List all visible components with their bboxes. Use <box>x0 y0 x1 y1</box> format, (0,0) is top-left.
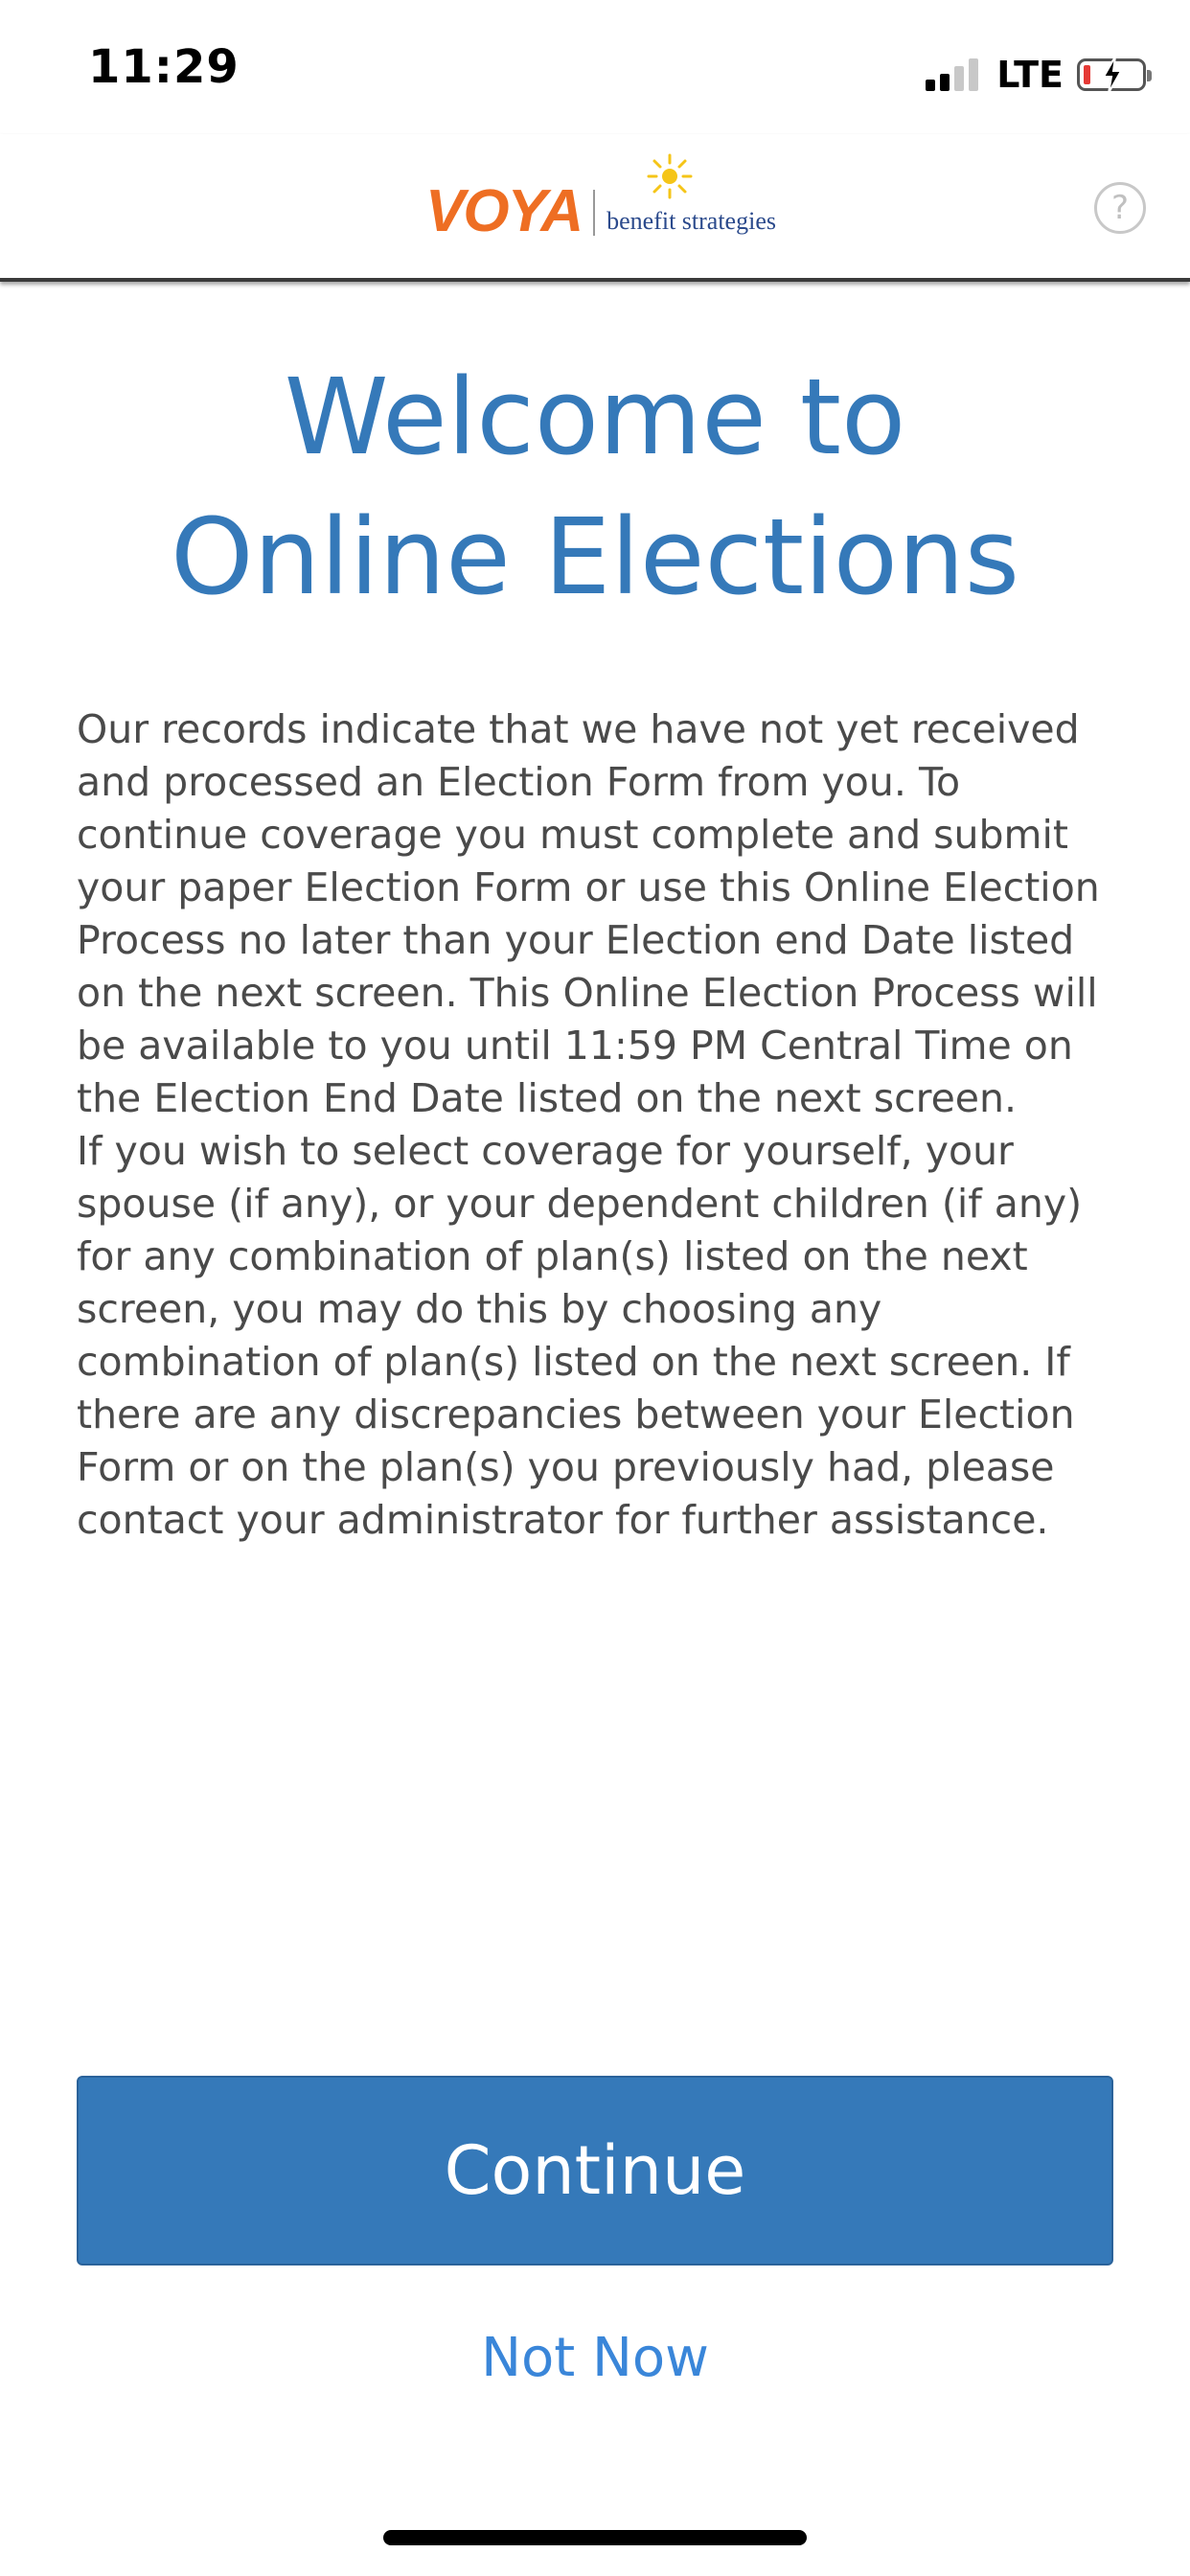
sun-icon <box>647 153 693 199</box>
question-circle-icon[interactable]: ? <box>1094 182 1146 234</box>
logo-brand-text: VOYA <box>425 178 583 244</box>
battery-charging-icon <box>1077 58 1146 91</box>
status-time: 11:29 <box>88 40 240 94</box>
page-title <box>0 347 1190 627</box>
cellular-signal-icon <box>926 58 983 91</box>
app-header <box>0 134 1190 282</box>
status-indicators <box>926 48 1146 102</box>
voya-logo <box>425 155 776 242</box>
network-type: LTE <box>996 54 1064 96</box>
not-now-link[interactable]: Not Now <box>481 2327 709 2389</box>
instructions-paragraph-2: If you wish to select coverage for yourself, your spouse (if any), or your dependent children (if any) for any combination of plan(s) listed on the next screen, you may do this by choosing any combination of plan(s) listed on the next screen. If there are any discrepancies between your Election Form or on the plan(s) you previously had, please contact your administrator for further assistance. <box>77 1128 1083 1543</box>
continue-button[interactable]: Continue <box>77 2076 1113 2266</box>
instructions-paragraph-1: Our records indicate that we have not yet received and processed an Election Form from you. To continue coverage you must complete and submit your paper Election Form or use this Online Election Process no later than your Election end Date listed on the next screen. This Online Election Process will be available to you until 11:59 PM Central Time on the Election End Date listed on the next screen. <box>77 706 1100 1121</box>
logo-divider <box>593 190 595 236</box>
logo-sub-text: benefit strategies <box>606 207 776 235</box>
logo-subtitle <box>606 209 776 234</box>
election-instructions <box>77 703 1121 1547</box>
title-line-2: Online Elections <box>170 495 1019 618</box>
home-indicator[interactable] <box>383 2530 807 2545</box>
status-bar <box>0 0 1190 134</box>
title-line-1: Welcome to <box>284 356 906 478</box>
